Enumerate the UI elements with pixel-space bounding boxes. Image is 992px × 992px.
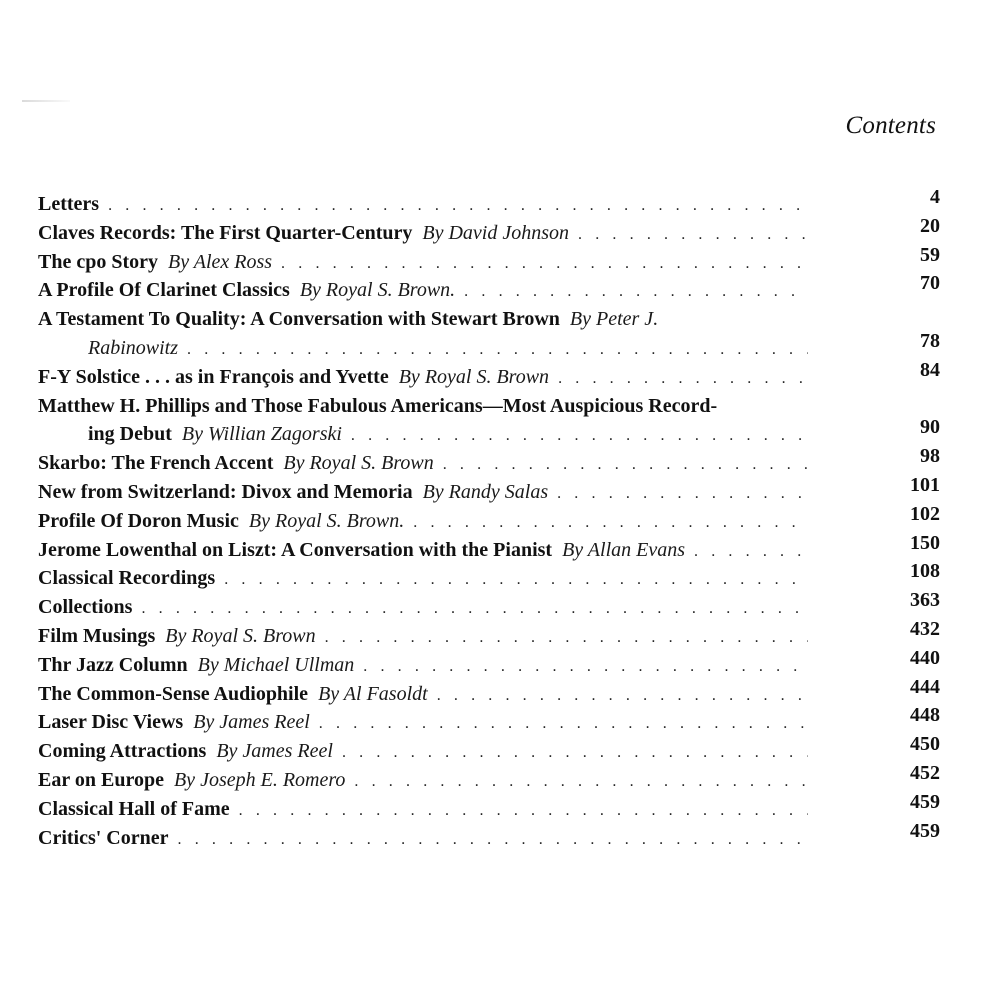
toc-line <box>38 797 808 821</box>
toc-entry[interactable] <box>38 215 944 244</box>
page-number: 448 <box>910 704 940 727</box>
entry-author: By Joseph E. Romero <box>173 768 346 791</box>
entry-author: By Royal S. Brown. <box>299 279 456 302</box>
toc-row-continuation <box>38 416 944 445</box>
entry-title: Classical Hall of Fame <box>38 797 230 820</box>
toc-line <box>38 250 808 274</box>
toc-row <box>38 272 944 301</box>
page-number: 444 <box>910 675 940 698</box>
toc-line <box>38 365 808 389</box>
toc-row <box>38 186 944 215</box>
entry-title: Skarbo: The French Accent <box>38 452 274 475</box>
page-number: 108 <box>910 560 940 583</box>
toc-line <box>38 682 808 706</box>
toc-line <box>38 394 808 418</box>
entry-title: Film Musings <box>38 624 156 647</box>
toc-row-continuation <box>38 330 944 359</box>
entry-author-continuation: Rabinowitz <box>88 336 179 359</box>
toc-row <box>38 704 944 733</box>
scan-smudge <box>22 100 70 102</box>
toc-row <box>38 733 944 762</box>
page-number: 4 <box>930 186 940 208</box>
entry-author: By Royal S. Brown. <box>248 509 405 532</box>
entry-title: Thr Jazz Column <box>38 653 188 676</box>
entry-title: Coming Attractions <box>38 740 207 763</box>
entry-title: A Profile Of Clarinet Classics <box>38 279 290 302</box>
entry-author: By Royal S. Brown <box>165 624 316 647</box>
toc-entry[interactable] <box>38 532 944 561</box>
toc-entry[interactable] <box>38 244 944 273</box>
page-number: 78 <box>920 329 940 352</box>
entry-title: New from Switzerland: Divox and Memoria <box>38 480 413 503</box>
toc-line <box>38 710 808 734</box>
table-of-contents <box>38 186 944 848</box>
toc-line <box>38 624 808 648</box>
page-heading: Contents <box>845 112 936 139</box>
entry-author: By Alex Ross <box>168 250 273 273</box>
toc-row <box>38 560 944 589</box>
entry-title: Critics' Corner <box>38 826 169 849</box>
toc-line <box>38 739 808 763</box>
entry-author: By James Reel <box>193 711 310 734</box>
toc-line <box>38 768 808 792</box>
entry-author: By Al Fasoldt <box>318 682 428 705</box>
toc-line-continuation <box>88 422 808 446</box>
toc-row <box>38 791 944 820</box>
page-number: 102 <box>910 502 940 525</box>
entry-author: By Randy Salas <box>422 480 549 503</box>
toc-line <box>38 509 808 533</box>
toc-entry[interactable] <box>38 589 944 618</box>
toc-line <box>38 307 808 331</box>
toc-line <box>38 826 808 850</box>
entry-title: Jerome Lowenthal on Liszt: A Conversation with the Pianist <box>38 538 553 561</box>
toc-row <box>38 215 944 244</box>
page-number: 440 <box>910 646 940 669</box>
toc-line <box>38 566 808 590</box>
toc-line <box>38 278 808 302</box>
toc-row <box>38 388 944 417</box>
entry-author: By Allan Evans <box>562 538 686 561</box>
toc-row <box>38 647 944 676</box>
entry-title: Collections <box>38 596 133 619</box>
entry-title: Ear on Europe <box>38 768 164 791</box>
entry-author: By David Johnson <box>422 221 570 244</box>
toc-row <box>38 820 944 849</box>
entry-author: By Peter J. <box>569 308 659 331</box>
entry-author-continuation: By Willian Zagorski <box>181 423 342 446</box>
page-number: 84 <box>920 358 940 381</box>
entry-title: The Common-Sense Audiophile <box>38 682 309 705</box>
entry-author: By Michael Ullman <box>197 653 355 676</box>
toc-line-continuation <box>88 336 808 360</box>
page-number: 459 <box>910 790 940 813</box>
page-number: 20 <box>920 214 940 237</box>
page-number: 459 <box>910 819 940 842</box>
page-number: 363 <box>910 589 940 612</box>
toc-entry[interactable] <box>38 733 944 762</box>
entry-title: A Testament To Quality: A Conversation with Stewart Brown <box>38 308 560 331</box>
toc-entry[interactable] <box>38 474 944 503</box>
toc-entry[interactable] <box>38 503 944 532</box>
toc-entry[interactable] <box>38 388 944 446</box>
toc-line <box>38 451 808 475</box>
toc-row <box>38 618 944 647</box>
entry-title: F-Y Solstice . . . as in François and Yvette <box>38 365 389 388</box>
toc-row <box>38 589 944 618</box>
toc-row <box>38 762 944 791</box>
toc-entry[interactable] <box>38 762 944 791</box>
toc-entry[interactable] <box>38 704 944 733</box>
toc-entry[interactable] <box>38 618 944 647</box>
page-number: 432 <box>910 617 940 640</box>
toc-entry[interactable] <box>38 647 944 676</box>
toc-row <box>38 359 944 388</box>
page-number: 150 <box>910 531 940 554</box>
entry-title: Profile Of Doron Music <box>38 509 239 532</box>
entry-title: Letters <box>38 193 100 215</box>
toc-entry[interactable] <box>38 820 944 849</box>
toc-line <box>38 221 808 245</box>
entry-title: Claves Records: The First Quarter-Century <box>38 221 413 244</box>
entry-title: Classical Recordings <box>38 567 216 590</box>
toc-line <box>38 538 808 562</box>
toc-row <box>38 244 944 273</box>
toc-entry[interactable] <box>38 676 944 705</box>
toc-entry[interactable] <box>38 301 944 359</box>
toc-row <box>38 676 944 705</box>
toc-entry[interactable] <box>38 272 944 301</box>
toc-line <box>38 595 808 619</box>
toc-row <box>38 445 944 474</box>
toc-entry[interactable] <box>38 560 944 589</box>
entry-title: Matthew H. Phillips and Those Fabulous Americans—Most Auspicious Record- <box>38 394 718 417</box>
page-number: 98 <box>920 445 940 468</box>
toc-row <box>38 301 944 330</box>
entry-author: By James Reel <box>216 740 333 763</box>
page-number: 452 <box>910 761 940 784</box>
entry-title: Laser Disc Views <box>38 711 184 734</box>
toc-row <box>38 503 944 532</box>
toc-row <box>38 474 944 503</box>
toc-row <box>38 532 944 561</box>
toc-entry[interactable] <box>38 445 944 474</box>
entry-author: By Royal S. Brown <box>398 365 550 388</box>
entry-title: The cpo Story <box>38 250 158 273</box>
entry-title-continuation: ing Debut <box>88 423 172 446</box>
page-number: 450 <box>910 733 940 756</box>
toc-line <box>38 480 808 504</box>
toc-entry[interactable] <box>38 359 944 388</box>
entry-author: By Royal S. Brown <box>283 452 434 475</box>
toc-line <box>38 192 808 216</box>
page-number: 90 <box>920 416 940 439</box>
toc-line <box>38 653 808 677</box>
toc-entry[interactable] <box>38 186 944 215</box>
toc-entry[interactable] <box>38 791 944 820</box>
page-number: 101 <box>910 473 940 496</box>
page-number: 59 <box>920 243 940 266</box>
page-number: 70 <box>920 272 940 295</box>
